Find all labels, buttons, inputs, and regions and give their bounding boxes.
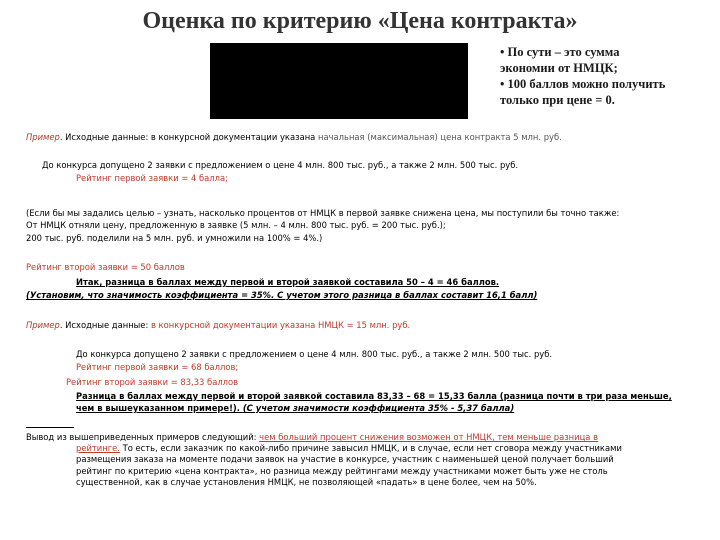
example1-admitted: До конкурса допущено 2 заявки с предложением о цене 4 млн. 800 тыс. руб., а также 2 млн. 500 тыс. руб. bbox=[42, 160, 519, 170]
conclusion-highlight: чем больший процент снижения возможен от НМЦК, тем меньше разница в bbox=[259, 432, 599, 442]
example2-intro bbox=[26, 320, 410, 331]
significance-remark: (С учетом значимости коэффициента 35% - 5,37 балла) bbox=[242, 403, 515, 413]
example1-note1: (Если бы мы задались целью – узнать, насколько процентов от НМЦК в первой заявке снижена цена, мы поступили бы точно также: bbox=[26, 208, 620, 218]
conclusion-line5: существенной, как в случае установления НМЦК, не позволяющей «падать» в цене более, чем на 50%. bbox=[76, 477, 537, 487]
bullet-line: только при цене = 0. bbox=[500, 93, 615, 107]
intro-text: . Исходные данные: в конкурсной документации указана bbox=[59, 132, 318, 142]
conclusion-highlight-end: рейтинге. bbox=[76, 443, 120, 453]
conclusion-line4: рейтинг по критерию «цена контракта», но разница между рейтингами между участниками может быть уже не столь bbox=[76, 466, 608, 476]
example1-significance: (Установим, что значимость коэффициента = 35%. С учетом этого разница в баллах составит 16,1 балл) bbox=[26, 290, 538, 300]
summary-bullets bbox=[500, 44, 715, 108]
conclusion-text: То есть, если заказчик по какой-либо причине завысил НМЦК, и в случае, если нет сговора между участниками bbox=[119, 443, 622, 453]
initial-price: начальная (максимальная) цена контракта 5 млн. руб. bbox=[317, 132, 562, 142]
example1-note2: От НМЦК отняли цену, предложенную в заявке (5 млн. – 4 млн. 800 тыс. руб. = 200 тыс. руб.); bbox=[26, 220, 446, 230]
example1-rating1: Рейтинг первой заявки = 4 балла; bbox=[76, 173, 228, 183]
example1-difference: Итак, разница в баллах между первой и второй заявкой составила 50 – 4 = 46 баллов. bbox=[76, 277, 500, 287]
page-title: Оценка по критерию «Цена контракта» bbox=[142, 8, 578, 34]
example1-note3: 200 тыс. руб. поделили на 5 млн. руб. и умножили на 100% = 4%.) bbox=[26, 233, 323, 243]
example-label: Пример bbox=[26, 132, 60, 142]
example2-rating1: Рейтинг первой заявки = 68 баллов; bbox=[76, 362, 239, 372]
nmck-price: в конкурсной документации указана НМЦК = 15 млн. руб. bbox=[150, 320, 411, 330]
example2-rating2: Рейтинг второй заявки = 83,33 баллов bbox=[66, 377, 239, 387]
bullet-line: • По сути – это сумма bbox=[500, 45, 620, 59]
example1-rating2: Рейтинг второй заявки = 50 баллов bbox=[26, 262, 185, 272]
separator-line bbox=[26, 427, 74, 428]
conclusion-line1 bbox=[26, 432, 598, 443]
bullet-line: экономии от НМЦК; bbox=[500, 61, 618, 75]
bullet-line: • 100 баллов можно получить bbox=[500, 77, 666, 91]
conclusion-lead: Вывод из вышеприведенных примеров следующий: bbox=[26, 432, 260, 442]
example2-admitted: До конкурса допущено 2 заявки с предложением о цене 4 млн. 800 тыс. руб., а также 2 млн. 500 тыс. руб. bbox=[76, 349, 553, 359]
example2-difference-cont bbox=[76, 403, 514, 414]
example2-difference: Разница в баллах между первой и второй заявкой составила 83,33 – 68 = 15,33 балла (разница почти в три раза меньше, bbox=[76, 391, 672, 401]
intro-text: . Исходные данные: bbox=[59, 320, 151, 330]
example1-intro bbox=[26, 132, 562, 143]
conclusion-line2 bbox=[76, 443, 622, 454]
black-image-placeholder bbox=[210, 43, 468, 119]
difference-remark: чем в вышеуказанном примере!). bbox=[76, 403, 243, 413]
example-label: Пример bbox=[26, 320, 60, 330]
conclusion-line3: размещения заказа на моменте подачи заявок на участие в конкурсе, участник с наименьшей ценой получает больший bbox=[76, 454, 614, 464]
